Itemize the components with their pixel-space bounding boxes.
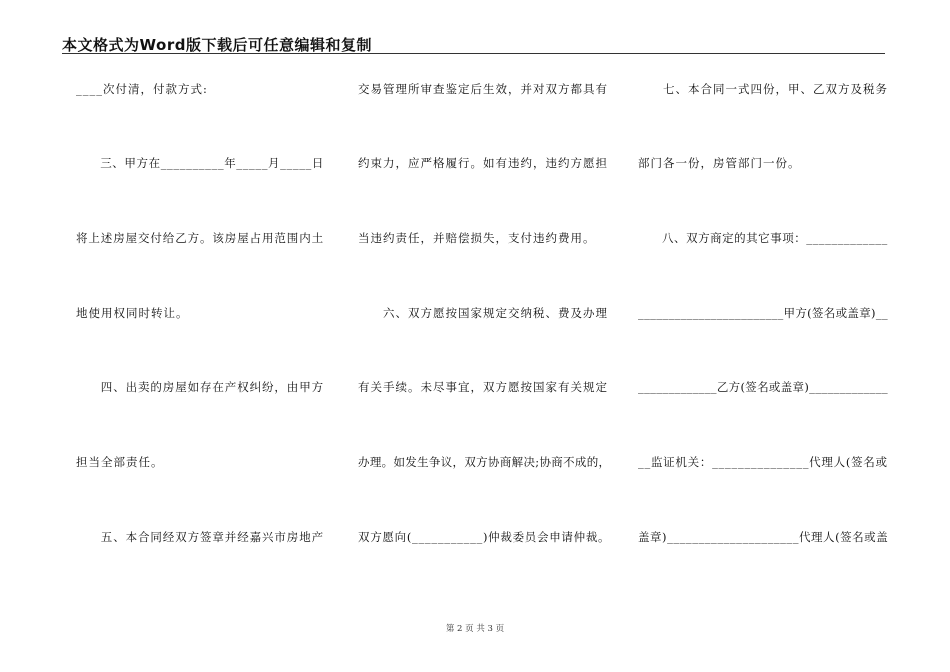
- text-line: 部门各一份，房管部门一份。: [638, 156, 801, 170]
- text-line: 约束力，应严格履行。如有违约，违约方愿担: [358, 156, 608, 170]
- text-line: _____________乙方(签名或盖章)_____________: [638, 380, 888, 394]
- text-line: 盖章)_____________________代理人(签名或盖: [638, 530, 889, 544]
- page-header-title: 本文格式为Word版下载后可任意编辑和复制: [62, 36, 372, 54]
- text-line: 五、本合同经双方签章并经嘉兴市房地产: [76, 530, 324, 544]
- text-line: 双方愿向(___________)仲裁委员会申请仲裁。: [358, 530, 611, 544]
- text-line: ____次付清，付款方式:: [76, 82, 208, 96]
- text-line: 七、本合同一式四份，甲、乙双方及税务: [638, 82, 888, 96]
- text-line: 六、双方愿按国家规定交纳税、费及办理: [358, 306, 608, 320]
- text-line: 三、甲方在__________年_____月_____日: [76, 156, 324, 170]
- text-line: 八、双方商定的其它事项：_____________: [638, 231, 888, 245]
- text-line: 当违约责任，并赔偿损失，支付违约费用。: [358, 231, 596, 245]
- header-divider: [62, 53, 885, 54]
- text-line: ________________________甲方(签名或盖章)__: [638, 306, 888, 320]
- text-line: 将上述房屋交付给乙方。该房屋占用范围内土: [76, 231, 324, 245]
- text-line: 办理。如发生争议，双方协商解决;协商不成的，: [358, 455, 611, 469]
- text-line: 有关手续。未尽事宜，双方愿按国家有关规定: [358, 380, 608, 394]
- text-line: __监证机关：_______________代理人(签名或: [638, 455, 888, 469]
- text-line: 四、出卖的房屋如存在产权纠纷，由甲方: [76, 380, 324, 394]
- page-number: 第 2 页 共 3 页: [445, 624, 505, 634]
- text-line: 地使用权同时转让。: [76, 306, 189, 320]
- text-line: 担当全部责任。: [76, 455, 164, 469]
- text-line: 交易管理所审查鉴定后生效，并对双方都具有: [358, 82, 608, 96]
